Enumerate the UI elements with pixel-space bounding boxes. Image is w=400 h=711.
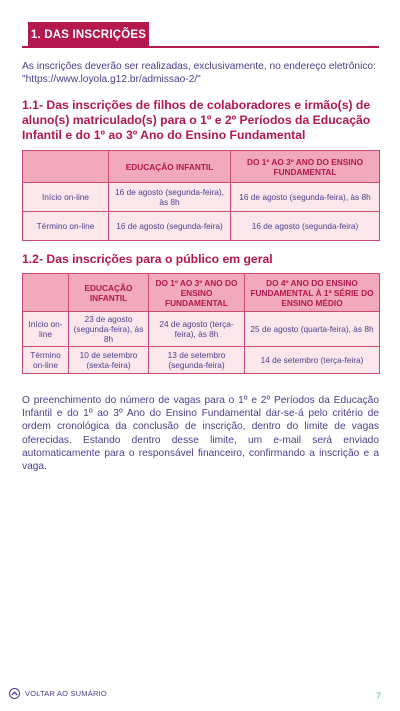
intro-text: As inscrições deverão ser realizadas, exclusivamente, no endereço eletrônico: [22, 61, 376, 72]
table-enrollment-employees [22, 150, 380, 241]
table-cell: 16 de agosto (segunda-feira) [109, 212, 231, 241]
back-to-summary-label: VOLTAR AO SUMÁRIO [25, 689, 107, 698]
table-enrollment-public [22, 273, 380, 374]
table-cell: 16 de agosto (segunda-feira) [231, 212, 380, 241]
table-cell: 10 de setembro (sexta-feira) [69, 347, 149, 374]
table-cell: 24 de agosto (terça-feira), às 8h [149, 312, 245, 347]
table-cell: 16 de agosto (segunda-feira), às 8h [231, 183, 380, 212]
table-row [23, 312, 380, 347]
table-header-cell: DO 4º ANO DO ENSINO FUNDAMENTAL À 1ª SÉRIE DO ENSINO MÉDIO [245, 274, 380, 312]
subsection-2-heading: 1.2- Das inscrições para o público em geral [22, 252, 273, 266]
table-header-cell: DO 1º AO 3º ANO DO ENSINO FUNDAMENTAL [231, 151, 380, 183]
table-header-cell [23, 151, 109, 183]
table-header-cell [23, 274, 69, 312]
back-to-summary-link[interactable] [9, 688, 107, 699]
row-label: Término on-line [23, 212, 109, 241]
row-label: Início on-line [23, 183, 109, 212]
table-cell: 23 de agosto (segunda-feira), às 8h [69, 312, 149, 347]
chevron-up-icon [9, 688, 20, 699]
table-row [23, 212, 380, 241]
table-cell: 13 de setembro (segunda-feira) [149, 347, 245, 374]
intro-paragraph [22, 60, 379, 86]
subsection-1-heading: 1.1- Das inscrições de filhos de colaboradores e irmão(s) de aluno(s) matriculado(s) para o 1º e 2º Períodos da Educação Infantil e do 1º ao 3º Ano do Ensino Fundamental [22, 98, 371, 142]
table-row [23, 183, 380, 212]
section-title: 1. DAS INSCRIÇÕES [28, 22, 149, 47]
section-divider [22, 46, 379, 48]
table-cell: 25 de agosto (quarta-feira), às 8h [245, 312, 380, 347]
table-header-cell: EDUCAÇÃO INFANTIL [109, 151, 231, 183]
closing-paragraph: O preenchimento do número de vagas para o 1º e 2º Períodos da Educação Infantil e do 1º ao 3º Ano do Ensino Fundamental dar-se-á pelo critério de ordem cronológica da conclusão de inscrição, dentro do limite de vagas oferecidas. Estando dentro desse limite, um e-mail será enviado automaticamente para o responsável financeiro, confirmando a inscrição e a vaga. [22, 395, 379, 473]
row-label: Término on-line [23, 347, 69, 374]
row-label: Início on-line [23, 312, 69, 347]
table-cell: 14 de setembro (terça-feira) [245, 347, 380, 374]
table-header-cell: EDUCAÇÃO INFANTIL [69, 274, 149, 312]
page-number: 7 [375, 691, 381, 701]
table-header-cell: DO 1º AO 3º ANO DO ENSINO FUNDAMENTAL [149, 274, 245, 312]
table-cell: 16 de agosto (segunda-feira), às 8h [109, 183, 231, 212]
admission-link[interactable]: "https://www.loyola.g12.br/admissao-2/" [22, 74, 201, 85]
table-row [23, 347, 380, 374]
